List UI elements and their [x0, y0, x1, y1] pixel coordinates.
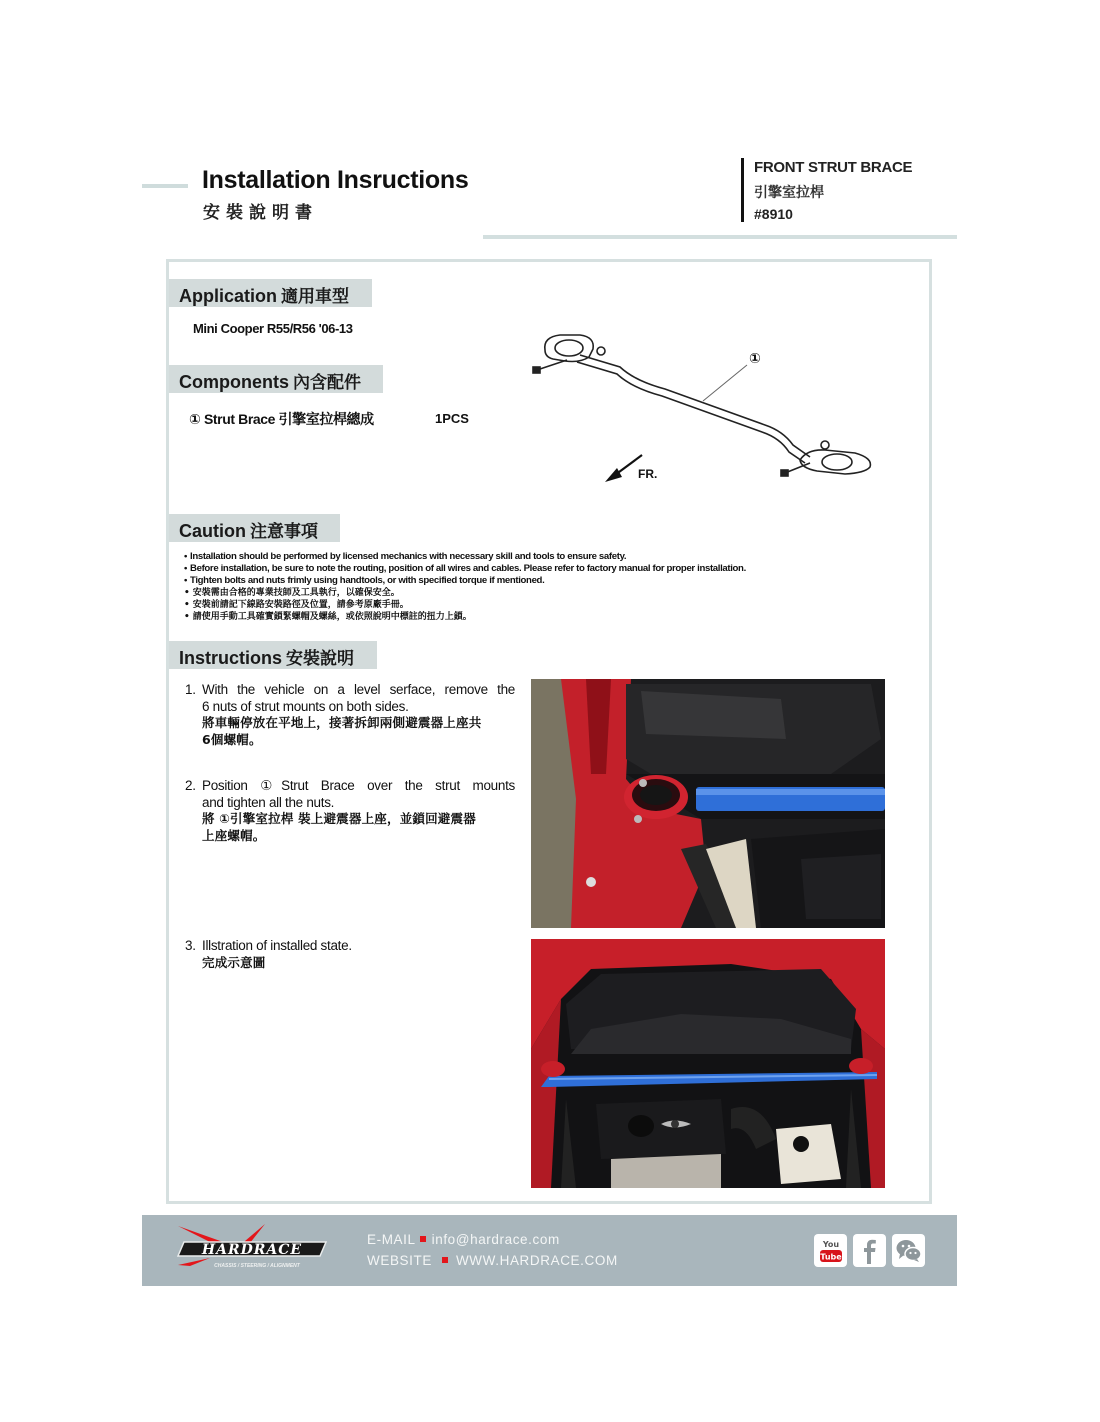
product-name: FRONT STRUT BRACE — [754, 159, 913, 176]
logo-wordmark: HARDRACE — [201, 1242, 303, 1258]
caution-item-zh: • 安裝需由合格的專業技師及工具執行，以確保安全。 — [184, 587, 824, 599]
caution-item-zh: • 安裝前請記下線路安裝路徑及位置，請參考原廠手冊。 — [184, 599, 824, 611]
component-marker: ① — [189, 411, 201, 427]
step-number: 3. — [185, 938, 196, 953]
caution-item: • Before installation, be sure to note the routing, position of all wires and cables. Please refer to factory manual for proper installation. — [184, 563, 824, 575]
section-title: Components — [179, 372, 289, 392]
website-label: WEBSITE — [367, 1253, 432, 1268]
red-bullet — [442, 1257, 448, 1263]
section-title: Instructions — [179, 648, 283, 668]
step-text: 6 nuts of strut mounts on both sides. — [202, 698, 409, 714]
section-title: Application — [179, 286, 277, 306]
footer-website — [367, 1253, 618, 1268]
section-title-zh: 內含配件 — [293, 373, 361, 393]
header-left-rule — [142, 184, 188, 188]
instruction-step-2 — [185, 778, 515, 844]
component-name: Strut Brace — [203, 411, 276, 427]
strut-brace-diagram — [525, 325, 885, 490]
caution-item: • Installation should be performed by licensed mechanics with necessary skill and tools to ensure safety. — [184, 551, 824, 563]
step-text-zh: 上座螺帽。 — [202, 827, 266, 843]
step-number: 1. — [185, 682, 196, 697]
footer-email — [367, 1232, 560, 1247]
product-divider — [741, 158, 744, 222]
caution-list — [184, 551, 824, 623]
component-item — [189, 409, 374, 429]
section-header-components — [169, 365, 383, 393]
instruction-step-3 — [185, 938, 515, 971]
section-title-zh: 安裝說明 — [286, 649, 355, 669]
email-label: E-MAIL — [367, 1232, 416, 1247]
photo-installed-state — [531, 939, 885, 1188]
website-link[interactable]: WWW.HARDRACE.COM — [455, 1253, 618, 1268]
section-header-application — [169, 279, 372, 307]
component-qty: 1PCS — [435, 411, 469, 426]
section-title-zh: 適用車型 — [281, 287, 349, 307]
step-text-zh: 將 ①引擎室拉桿 裝上避震器上座，並鎖回避震器 — [202, 811, 476, 826]
email-link[interactable]: info@hardrace.com — [431, 1232, 560, 1247]
step-text: and tighten all the nuts. — [202, 794, 335, 810]
step-text: Position ①Strut Brace over the strut mounts — [202, 778, 515, 793]
step-text-zh: 6個螺帽。 — [202, 731, 262, 747]
youtube-tube-text: Tube — [819, 1252, 842, 1261]
product-number: #8910 — [754, 206, 793, 222]
step-text-zh: 將車輛停放在平地上，接著拆卸兩側避震器上座共 — [202, 715, 482, 730]
header-right-rule — [483, 235, 957, 239]
section-header-caution — [169, 514, 340, 542]
caution-item: • Tighten bolts and nuts frimly using handtools, or with specified torque if mentioned. — [184, 575, 824, 587]
instruction-step-1 — [185, 682, 515, 748]
step-number: 2. — [185, 778, 196, 793]
section-header-instructions — [169, 641, 377, 669]
youtube-you-text: You — [822, 1239, 839, 1249]
red-bullet — [420, 1236, 426, 1242]
section-title: Caution — [179, 521, 246, 541]
youtube-icon[interactable] — [814, 1234, 847, 1267]
logo-tagline: CHASSIS / STEERING / ALIGNMENT — [214, 1263, 300, 1269]
step-text: Illstration of installed state. — [202, 938, 352, 953]
facebook-icon[interactable] — [853, 1234, 886, 1267]
page-title-zh: 安裝說明書 — [203, 203, 318, 223]
hardrace-logo — [170, 1220, 335, 1275]
application-vehicle: Mini Cooper R55/R56 '06-13 — [193, 321, 353, 336]
diagram-callout-1: ① — [749, 350, 761, 366]
section-title-zh: 注意事項 — [250, 522, 318, 542]
step-text-zh: 完成示意圖 — [202, 954, 266, 970]
product-name-zh: 引擎室拉桿 — [754, 185, 824, 201]
photo-strut-mount-closeup — [531, 679, 885, 928]
step-text: With the vehicle on a level serface, remove the — [202, 682, 515, 697]
component-name-zh: 引擎室拉桿總成 — [278, 412, 374, 428]
front-direction-label: FR. — [638, 467, 658, 481]
caution-item-zh: • 請使用手動工具確實鎖緊螺帽及螺絲，或依照說明中標註的扭力上鎖。 — [184, 611, 824, 623]
page-title: Installation Insructions — [202, 166, 469, 194]
wechat-icon[interactable] — [892, 1234, 925, 1267]
